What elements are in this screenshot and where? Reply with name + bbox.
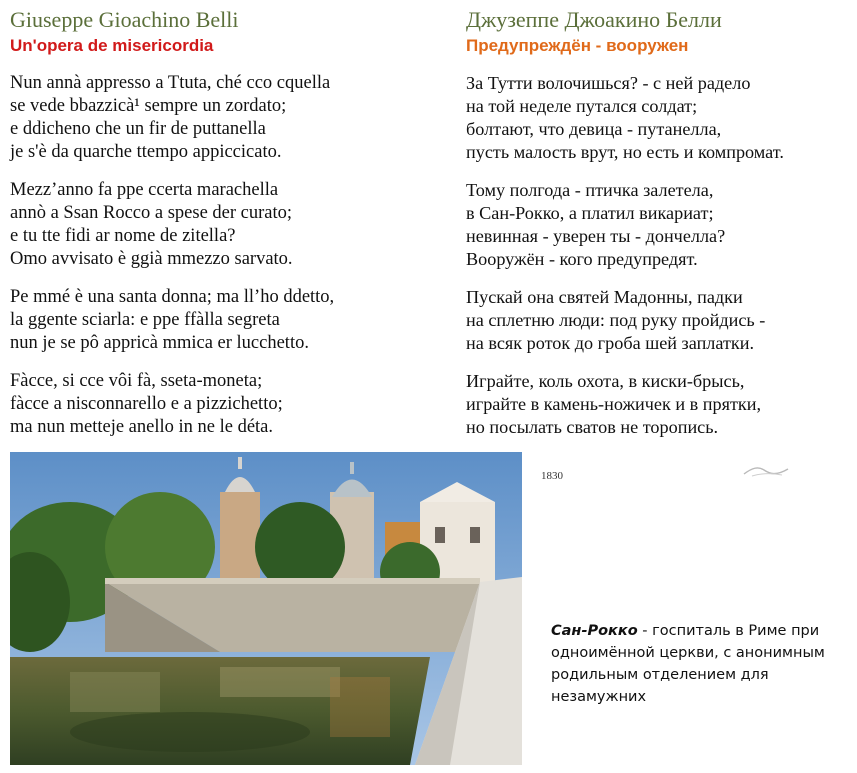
poem-line: Nun annà appresso a Ttuta, ché cco cquella xyxy=(10,73,331,93)
russian-title: Предупреждён - вооружен xyxy=(466,36,689,55)
italian-author: Giuseppe Gioachino Belli xyxy=(10,7,239,32)
poem-line: e tu tte fidi ar nome de zitella? xyxy=(10,226,236,246)
poem-line: в Сан-Рокко, а платил викариат; xyxy=(466,203,714,223)
italian-stanzas xyxy=(10,72,440,439)
rome-photo xyxy=(10,452,522,765)
poem-line: Играйте, коль охота, в киски-брысь, xyxy=(466,371,745,391)
poem-line: невинная - уверен ты - дончелла? xyxy=(466,226,726,246)
italian-title: Un'opera de misericordia xyxy=(10,36,214,55)
stanza xyxy=(466,370,856,439)
stanza xyxy=(466,72,856,164)
italian-poem xyxy=(10,6,440,454)
poem-line: se vede bbazzicà¹ sempre un zordato; xyxy=(10,96,287,116)
poem-line: e ddicheno che un fir de puttanella xyxy=(10,119,266,139)
poem-line: Тому полгода - птичка залетела, xyxy=(466,180,714,200)
russian-author: Джузеппе Джоакино Белли xyxy=(466,7,722,32)
stanza xyxy=(10,179,440,271)
stanza xyxy=(10,370,440,439)
poem-line: играйте в камень-ножичек и в прятки, xyxy=(466,394,762,414)
photo-icon xyxy=(10,452,522,765)
poem-line: Пускай она святей Мадонны, падки xyxy=(466,287,743,307)
footnote-text: - госпиталь в Риме при одноимённой церкви, с анонимным родильным отделением для незамужних xyxy=(551,623,825,705)
poem-line: Mezz’anno fa ppe ccerta marachella xyxy=(10,180,279,200)
year-label: 1830 xyxy=(541,470,563,482)
poem-line: Pe mmé è una santa donna; ma ll’ho ddetto, xyxy=(10,287,335,307)
poem-line: la ggente sciarla: e ppe ffàlla segreta xyxy=(10,310,280,330)
poem-line: на той неделе путался солдат; xyxy=(466,96,698,116)
poem-line: annò a Ssan Rocco a spese der curato; xyxy=(10,203,293,223)
poem-line: Omo avvisato è ggià mmezzo sarvato. xyxy=(10,249,293,269)
poem-line: на всяк роток до гроба шей заплатки. xyxy=(466,333,755,353)
footnote-term: Сан-Рокко xyxy=(551,623,638,639)
poem-line: на сплетню люди: под руку пройдись - xyxy=(466,310,766,330)
poem-line: но посылать сватов не торопись. xyxy=(466,417,719,437)
russian-stanzas xyxy=(466,72,856,439)
poem-line: За Тутти волочишься? - с ней радело xyxy=(466,73,751,93)
poem-line: je s'è da quarche ttempo appiccicato. xyxy=(10,142,282,162)
stanza xyxy=(466,286,856,355)
russian-poem xyxy=(466,6,856,454)
poem-line: ma nun metteje anello in ne le déta. xyxy=(10,417,274,437)
footnote xyxy=(551,620,841,708)
poem-line: Вооружён - кого предупредят. xyxy=(466,249,698,269)
stanza xyxy=(10,286,440,355)
poem-line: болтают, что девица - путанелла, xyxy=(466,119,722,139)
stanza xyxy=(10,72,440,164)
poem-line: Fàcce, si cce vôi fà, sseta-moneta; xyxy=(10,371,263,391)
poem-line: пусть малость врут, но есть и компромат. xyxy=(466,142,784,162)
poem-line: fàcce a nisconnarello e a pizzichetto; xyxy=(10,394,283,414)
poem-line: nun je se pô appricà mmica er lucchetto. xyxy=(10,333,309,353)
signature-icon xyxy=(742,464,790,478)
stanza xyxy=(466,179,856,271)
